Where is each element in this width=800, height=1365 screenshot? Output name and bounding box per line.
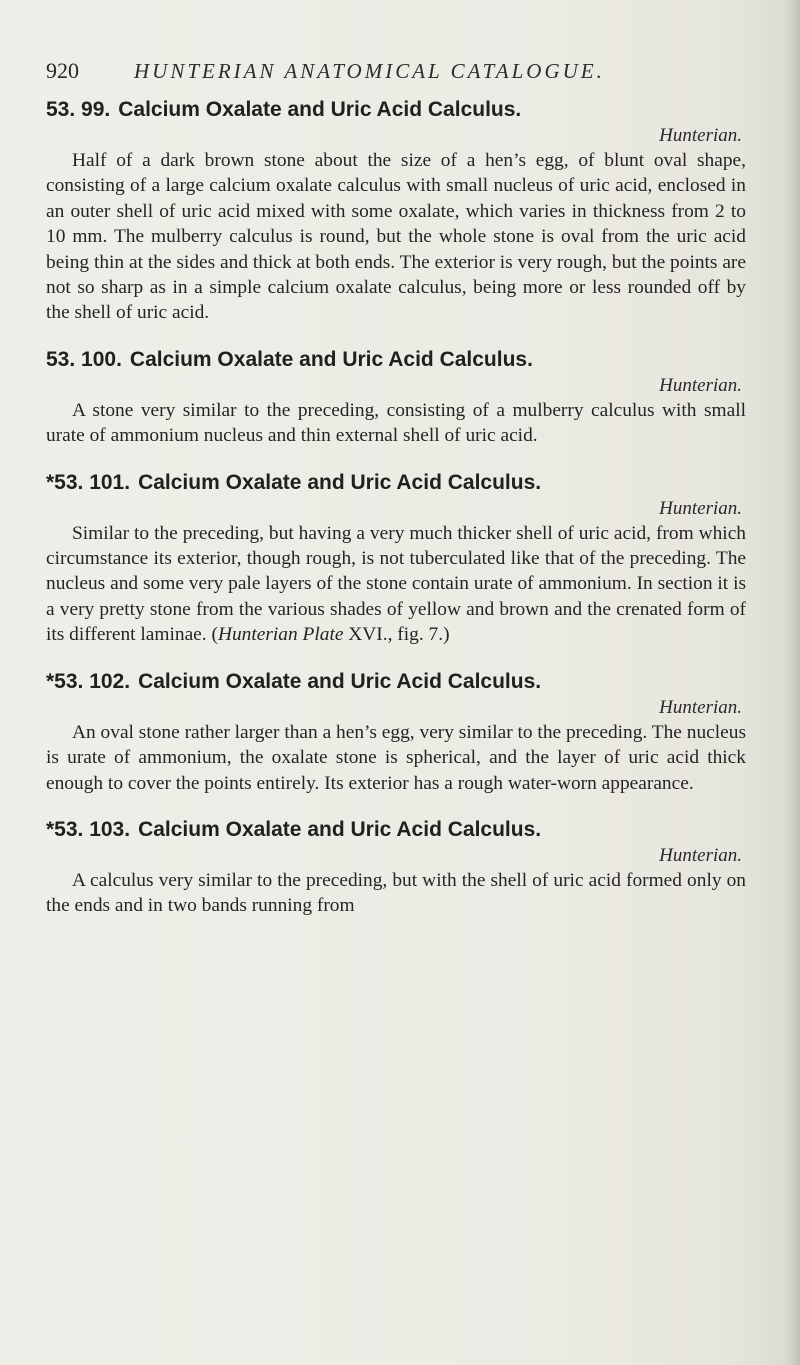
entry-description: An oval stone rather larger than a hen’s egg, very similar to the preceding. The nucleus is urate of ammonium, the oxalate stone is spherical, and the layer of uric acid thick enough to cover the points entirely. Its exterior has a rough water-worn appearance. bbox=[46, 721, 746, 794]
plate-reference: Hunterian Plate bbox=[217, 624, 344, 646]
entry-heading bbox=[46, 346, 746, 374]
entry-description bbox=[46, 521, 746, 648]
entry-description: A stone very similar to the preceding, consisting of a mulberry calculus with small urate of ammonium nucleus and thin external shell of uric acid. bbox=[46, 399, 746, 447]
figure-reference: XVI., fig. 7.) bbox=[343, 624, 450, 646]
running-title: HUNTERIAN ANATOMICAL CATALOGUE. bbox=[134, 59, 605, 83]
entry-source: Hunterian. bbox=[659, 374, 742, 396]
entry-source: Hunterian. bbox=[659, 844, 742, 866]
page-number: 920 bbox=[46, 58, 79, 83]
entry-title: Calcium Oxalate and Uric Acid Calculus. bbox=[118, 98, 522, 121]
entry-number: 53. 99. bbox=[46, 98, 111, 121]
page-content bbox=[46, 58, 746, 939]
entry-heading bbox=[46, 668, 746, 696]
entry-number: *53. 103. bbox=[46, 817, 131, 841]
entry-source: Hunterian. bbox=[659, 125, 742, 146]
catalogue-entry bbox=[46, 96, 746, 326]
entry-title: Calcium Oxalate and Uric Acid Calculus. bbox=[138, 470, 542, 494]
entry-title: Calcium Oxalate and Uric Acid Calculus. bbox=[138, 817, 542, 841]
entry-number: *53. 102. bbox=[46, 669, 131, 693]
catalogue-entry bbox=[46, 816, 746, 919]
catalogue-entry bbox=[46, 346, 746, 449]
entry-description: A calculus very similar to the preceding, but with the shell of uric acid formed only on the ends and in two bands running from bbox=[46, 869, 746, 917]
entry-heading bbox=[46, 816, 746, 844]
entry-number: 53. 100. bbox=[46, 347, 122, 371]
entry-source: Hunterian. bbox=[659, 696, 742, 718]
running-header bbox=[46, 58, 746, 88]
entry-number: *53. 101. bbox=[46, 470, 131, 494]
page-edge-shadow bbox=[786, 0, 800, 1365]
entry-heading bbox=[46, 96, 746, 124]
entry-title: Calcium Oxalate and Uric Acid Calculus. bbox=[129, 347, 533, 371]
entry-description-text: Similar to the preceding, but having a very much thicker shell of uric acid, from which circumstance its exterior, though rough, is not tuberculated like that of the preceding. The nucleus and some very pale layers of the stone contain urate of ammonium. In section it is a very pretty stone from the various shades of yellow and brown and the crenated form of its different laminae. ( bbox=[46, 522, 746, 646]
entry-title: Calcium Oxalate and Uric Acid Calculus. bbox=[138, 669, 542, 693]
entry-description: Half of a dark brown stone about the size of a hen’s egg, of blunt oval shape, consisting of a large calcium oxalate calculus with small nucleus of uric acid, enclosed in an outer shell of uric acid mixed with some oxalate, which varies in thickness from 2 to 10 mm. The mulberry calculus is round, but the whole stone is oval from the uric acid being thin at the sides and thick at both ends. The exterior is very rough, but the points are not so sharp as in a simple calcium oxalate calculus, being more or less rounded off by the shell of uric acid. bbox=[46, 150, 746, 324]
catalogue-entry bbox=[46, 668, 746, 796]
entry-heading bbox=[46, 469, 746, 497]
entry-source: Hunterian. bbox=[659, 497, 742, 519]
catalogue-entry bbox=[46, 469, 746, 648]
